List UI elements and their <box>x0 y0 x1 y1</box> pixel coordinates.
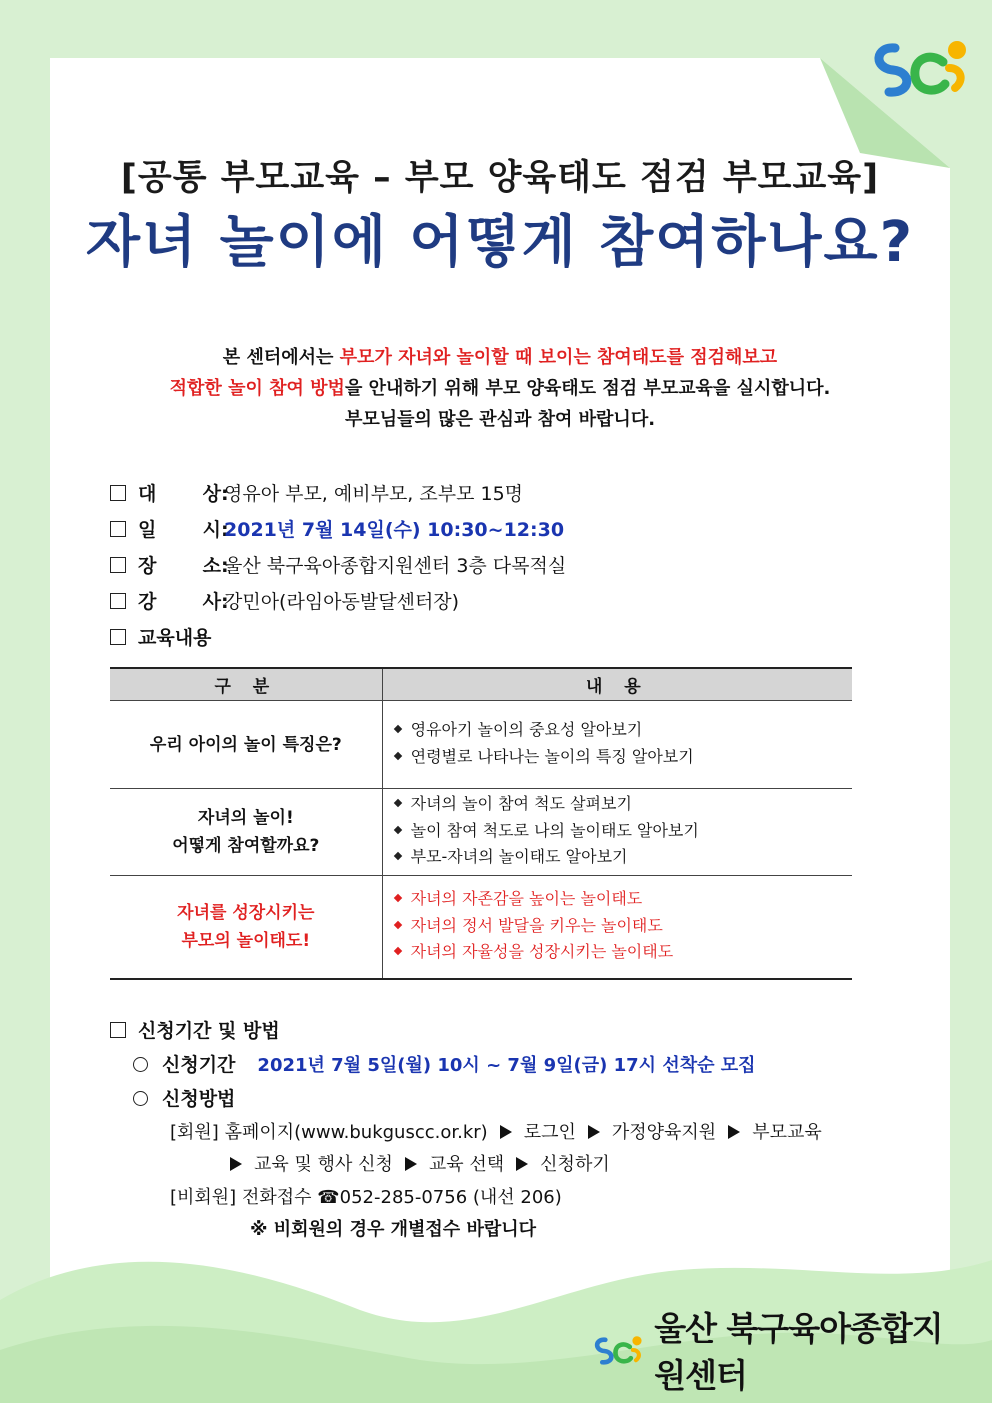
info-date <box>110 518 564 542</box>
row-title-line: 우리 아이의 놀이 특징은? <box>149 734 342 755</box>
diamond-bullet-icon <box>393 751 401 759</box>
row-items <box>383 701 852 788</box>
diamond-bullet-icon <box>393 799 401 807</box>
checkbox-square-icon <box>110 629 126 645</box>
info-lecturer <box>110 590 459 614</box>
row-title-line: 자녀를 성장시키는 <box>177 903 315 923</box>
diamond-bullet-icon <box>393 725 401 733</box>
list-item-text: 자녀의 자존감을 높이는 놀이태도 <box>410 889 643 908</box>
list-item <box>395 939 852 966</box>
footer-brand <box>590 1309 960 1395</box>
table-row <box>110 788 852 875</box>
list-item <box>395 791 852 818</box>
diamond-bullet-icon <box>393 947 401 955</box>
apply-method <box>133 1087 235 1111</box>
info-label: 강 사: <box>138 591 229 613</box>
info-place <box>110 554 566 578</box>
list-item <box>395 886 852 913</box>
row-title <box>110 789 383 875</box>
checkbox-square-icon <box>110 593 126 609</box>
center-logo-icon <box>865 28 975 108</box>
nonmember-phone: 전화접수 ☎052-285-0756 (내선 206) <box>241 1187 562 1208</box>
nonmember-note: ※ 비회원의 경우 개별접수 바랍니다 <box>250 1219 536 1240</box>
circle-bullet-icon <box>133 1057 148 1072</box>
list-item <box>395 844 852 871</box>
info-label: 장 소: <box>138 555 229 577</box>
apply-heading <box>110 1019 280 1043</box>
list-item <box>395 744 852 771</box>
nonmember-label: [비회원] <box>170 1187 237 1208</box>
step-text: 교육 선택 <box>428 1154 505 1175</box>
poster-title: 자녀 놀이에 어떻게 참여하나요? <box>85 210 915 275</box>
info-content-heading <box>110 626 211 650</box>
apply-label: 신청기간 <box>162 1054 236 1076</box>
list-item <box>395 818 852 845</box>
info-label: 대 상: <box>138 483 229 505</box>
intro-highlight: 적합한 놀이 참여 방법 <box>169 378 345 399</box>
row-title-line: 어떻게 참여할까요? <box>172 836 320 856</box>
diamond-bullet-icon <box>393 894 401 902</box>
checkbox-square-icon <box>110 485 126 501</box>
info-value: 2021년 7월 14일(수) 10:30~12:30 <box>224 519 565 541</box>
row-title <box>110 876 383 978</box>
intro-paragraph <box>50 342 950 435</box>
circle-bullet-icon <box>133 1091 148 1106</box>
step-text: 가정양육지원 <box>611 1122 717 1143</box>
row-title-line: 부모의 놀이태도! <box>181 931 311 951</box>
center-logo-icon <box>590 1320 646 1380</box>
row-items <box>383 789 852 875</box>
diamond-bullet-icon <box>393 825 401 833</box>
info-label: 교육내용 <box>138 627 212 649</box>
diamond-bullet-icon <box>393 852 401 860</box>
intro-text: 을 안내하기 위해 부모 양육태도 점검 부모교육을 실시합니다. <box>344 378 831 399</box>
member-homepage: 홈페이지(www.bukguscc.or.kr) <box>224 1122 488 1143</box>
info-value: 영유아 부모, 예비부모, 조부모 15명 <box>224 483 524 505</box>
table-header <box>110 669 852 701</box>
apply-label: 신청방법 <box>162 1088 236 1110</box>
info-target <box>110 482 523 506</box>
checkbox-square-icon <box>110 1022 126 1038</box>
triangle-arrow-icon <box>728 1125 740 1139</box>
info-value: 강민아(라임아동발달센터장) <box>224 591 460 613</box>
member-steps-line2 <box>218 1153 610 1177</box>
list-item-text: 자녀의 놀이 참여 척도 살펴보기 <box>410 794 632 813</box>
info-label: 일 시: <box>138 519 229 541</box>
list-item-text: 연령별로 나타나는 놀이의 특징 알아보기 <box>410 746 694 766</box>
triangle-arrow-icon <box>516 1157 528 1171</box>
triangle-arrow-icon <box>230 1157 242 1171</box>
triangle-arrow-icon <box>405 1157 417 1171</box>
intro-text: 부모님들의 많은 관심과 참여 바랍니다. <box>344 409 656 430</box>
triangle-arrow-icon <box>588 1125 600 1139</box>
row-title <box>110 701 383 788</box>
info-value: 울산 북구육아종합지원센터 3층 다목적실 <box>224 555 567 577</box>
list-item-text: 놀이 참여 척도로 나의 놀이태도 알아보기 <box>410 820 699 840</box>
table-row <box>110 701 852 788</box>
apply-period-value: 2021년 7월 5일(월) 10시 ~ 7월 9일(금) 17시 선착순 모집 <box>257 1055 756 1076</box>
list-item <box>395 717 852 744</box>
apply-period <box>133 1053 756 1078</box>
row-title-line: 자녀의 놀이! <box>197 808 294 828</box>
checkbox-square-icon <box>110 521 126 537</box>
step-text: 교육 및 행사 신청 <box>254 1154 393 1175</box>
list-item-text: 부모-자녀의 놀이태도 알아보기 <box>410 847 628 866</box>
diamond-bullet-icon <box>393 920 401 928</box>
list-item-text: 자녀의 자율성을 성장시키는 놀이태도 <box>410 942 674 961</box>
org-name: 울산 북구육아종합지원센터 <box>654 1309 943 1395</box>
member-steps-line1 <box>170 1121 822 1145</box>
list-item-text: 자녀의 정서 발달을 키우는 놀이태도 <box>410 915 663 935</box>
nonmember-line <box>170 1186 562 1210</box>
intro-highlight: 부모가 자녀와 놀이할 때 보이는 참여태도를 점검해보고 <box>339 347 778 368</box>
row-items <box>383 876 852 978</box>
step-text: 신청하기 <box>540 1154 610 1175</box>
curriculum-table <box>110 667 852 980</box>
step-text: 로그인 <box>523 1122 576 1143</box>
list-item-text: 영유아기 놀이의 중요성 알아보기 <box>410 720 643 739</box>
column-header: 구 분 <box>110 669 383 700</box>
step-text: 부모교육 <box>752 1122 822 1143</box>
checkbox-square-icon <box>110 557 126 573</box>
member-label: [회원] <box>170 1122 219 1143</box>
apply-heading-text: 신청기간 및 방법 <box>138 1020 280 1042</box>
intro-text: 본 센터에서는 <box>222 347 340 368</box>
table-row <box>110 875 852 978</box>
poster-subtitle: [공통 부모교육 – 부모 양육태도 점검 부모교육] <box>120 158 880 198</box>
list-item <box>395 913 852 940</box>
column-header: 내 용 <box>585 677 649 697</box>
triangle-arrow-icon <box>500 1125 512 1139</box>
